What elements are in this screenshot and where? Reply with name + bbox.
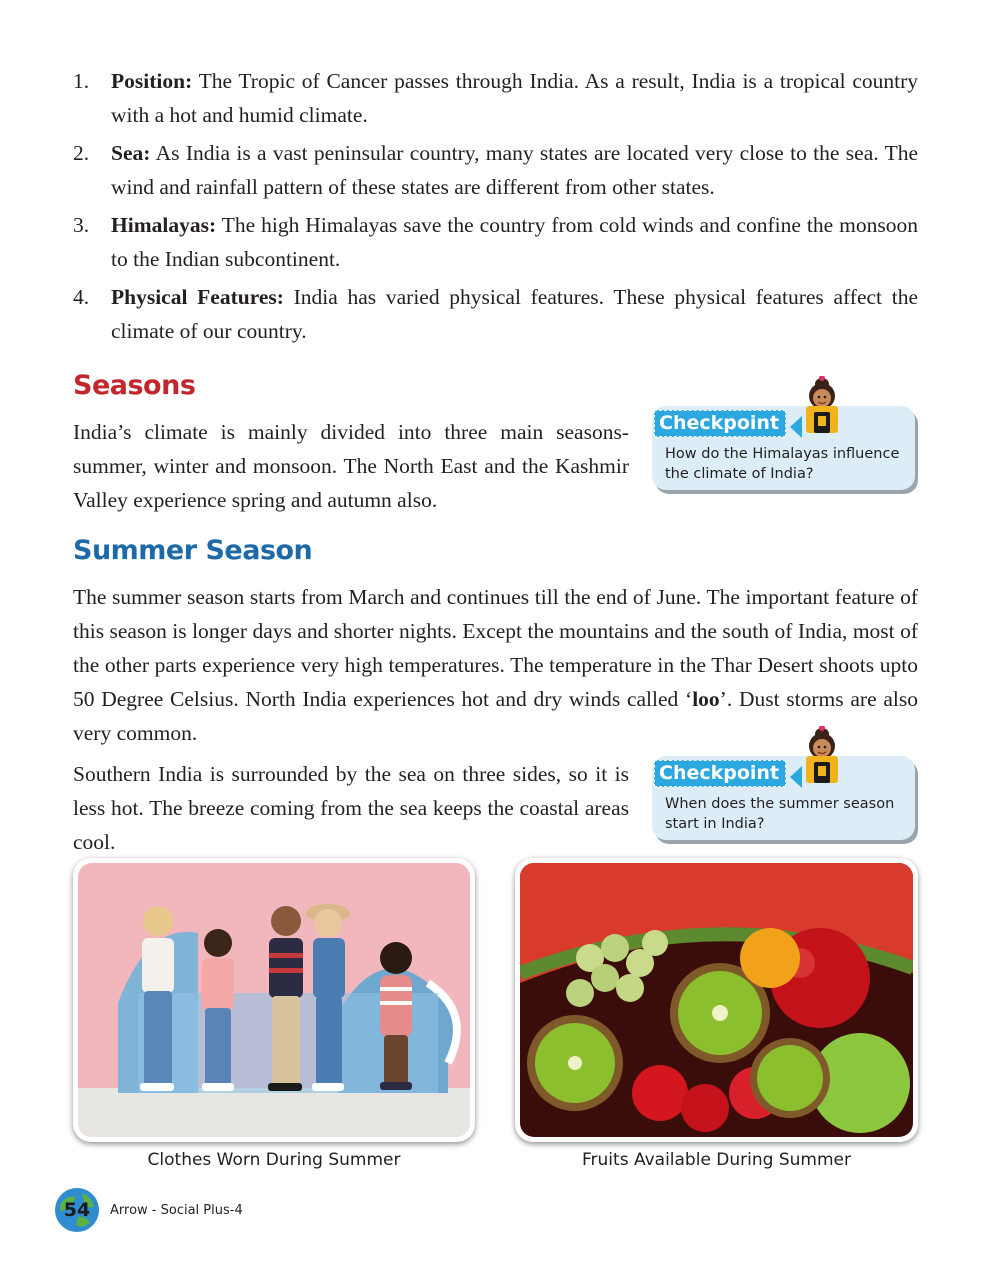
mascot-icon xyxy=(802,726,842,784)
list-text xyxy=(111,136,918,204)
checkpoint-box-2 xyxy=(652,756,917,840)
southern-paragraph: Southern India is surrounded by the sea on three sides, so it is less hot. The breeze coming from the sea keeps the coastal areas cool. xyxy=(73,762,629,854)
fruits-photo xyxy=(515,858,918,1142)
checkpoint-arrow-icon xyxy=(790,416,802,438)
list-description: The high Himalayas save the country from cold winds and confine the monsoon to the Indian subcontinent. xyxy=(111,213,918,271)
fruits-caption: Fruits Available During Summer xyxy=(582,1150,851,1170)
list-item xyxy=(73,136,918,204)
list-number: 1. xyxy=(73,69,90,93)
list-item xyxy=(73,280,918,348)
book-title: Arrow - Social Plus-4 xyxy=(110,1202,243,1218)
list-number: 4. xyxy=(73,285,90,309)
list-term: Position: xyxy=(111,69,193,93)
list-text xyxy=(111,208,918,276)
summer-paragraph xyxy=(73,580,918,750)
list-description: The Tropic of Cancer passes through India. As a result, India is a tropical country with a hot and humid climate. xyxy=(111,69,918,127)
summer-heading: Summer Season xyxy=(73,535,313,566)
checkpoint-arrow-icon xyxy=(790,766,802,788)
mascot-icon xyxy=(802,376,842,434)
page-number: 54 xyxy=(63,1199,91,1221)
clothes-caption: Clothes Worn During Summer xyxy=(147,1150,401,1170)
checkpoint-label: Checkpoint xyxy=(654,760,786,787)
clothes-photo xyxy=(73,858,475,1142)
list-description: India has varied physical features. These physical features affect the climate of our country. xyxy=(111,285,918,343)
summer-text-after: ’. Dust storms are also very common. xyxy=(73,687,918,745)
list-term: Himalayas: xyxy=(111,213,217,237)
checkpoint-question: How do the Himalayas influence the climate of India? xyxy=(665,446,900,482)
page-footer xyxy=(54,1187,243,1233)
list-description: As India is a vast peninsular country, many states are located very close to the sea. The wind and rainfall pattern of these states are different from other states. xyxy=(111,141,918,199)
list-term: Physical Features: xyxy=(111,285,284,309)
factors-list xyxy=(73,64,918,352)
loo-term: loo xyxy=(692,687,720,711)
list-item xyxy=(73,208,918,276)
summer-fruits-image xyxy=(520,863,913,1137)
list-number: 3. xyxy=(73,213,90,237)
checkpoint-box-1 xyxy=(652,406,917,490)
list-text xyxy=(111,280,918,348)
list-item xyxy=(73,64,918,132)
seasons-heading: Seasons xyxy=(73,370,196,401)
children-summer-clothes-image xyxy=(78,863,470,1137)
checkpoint-label: Checkpoint xyxy=(654,410,786,437)
seasons-paragraph: India’s climate is mainly divided into three main seasons- summer, winter and monsoon. The North East and the Kashmir Valley experience spring and autumn also. xyxy=(73,420,629,512)
summer-text-before: The summer season starts from March and continues till the end of June. The important feature of this season is longer days and shorter nights. Except the mountains and the south of India, most of the other parts experience very high temperatures. The temperature in the Thar Desert shoots upto 50 Degree Celsius. North India experiences hot and dry winds called ‘ xyxy=(73,585,918,711)
checkpoint-question: When does the summer season start in India? xyxy=(665,796,895,832)
list-text xyxy=(111,64,918,132)
list-term: Sea: xyxy=(111,141,151,165)
globe-icon xyxy=(54,1187,100,1233)
list-number: 2. xyxy=(73,141,90,165)
